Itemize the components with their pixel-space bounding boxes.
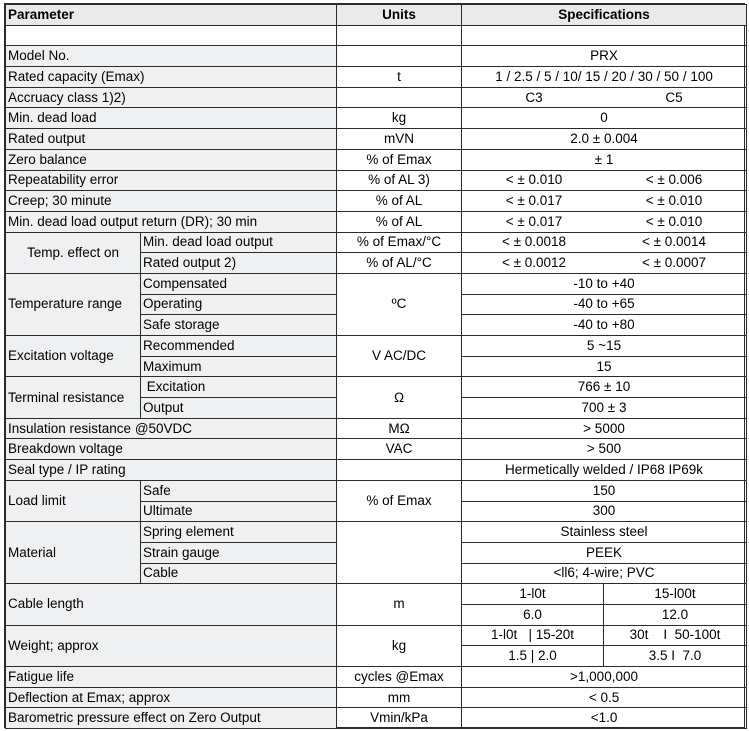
specification-sheet	[4, 3, 745, 728]
row-units	[337, 460, 462, 481]
row-units: kg	[337, 625, 462, 666]
row-units	[337, 522, 462, 584]
row-label: Insulation resistance @50VDC	[6, 418, 337, 439]
row-spec: >1,000,000	[462, 667, 747, 688]
table-row	[6, 687, 747, 708]
sub-label: Rated output 2)	[141, 253, 337, 274]
group-label: Excitation voltage	[6, 336, 141, 377]
row-units: % of AL/°C	[337, 253, 462, 274]
spec-table	[5, 4, 747, 729]
row-spec: > 500	[462, 439, 747, 460]
sub-label: Maximum	[141, 356, 337, 377]
row-units: cycles @Emax	[337, 667, 462, 688]
row-spec: 5 ~15	[462, 336, 747, 357]
row-spec: -10 to +40	[462, 273, 747, 294]
row-spec: PEEK	[462, 542, 747, 563]
table-row	[6, 87, 747, 108]
row-spec	[462, 232, 747, 253]
table-row	[6, 232, 747, 253]
row-units: % of AL	[337, 191, 462, 212]
row-units: mm	[337, 687, 462, 708]
sub-label: Ultimate	[141, 501, 337, 522]
sub-label: Output	[141, 398, 337, 419]
header-specifications: Specifications	[462, 5, 747, 26]
sub-label: Min. dead load output	[141, 232, 337, 253]
row-units: % of Emax/°C	[337, 232, 462, 253]
weight-head-1: 1-l0t | 15-20t	[462, 625, 604, 646]
row-label: Seal type / IP rating	[6, 460, 337, 481]
spec-c5: < ± 0.0014	[641, 234, 707, 250]
row-label: Cable length	[6, 584, 337, 625]
row-units: VAC	[337, 439, 462, 460]
table-row	[6, 46, 747, 67]
row-label: Weight; approx	[6, 625, 337, 666]
table-row	[6, 377, 747, 398]
row-units: m	[337, 584, 462, 625]
sub-label: Excitation	[141, 377, 337, 398]
row-spec	[462, 170, 747, 191]
row-label: Breakdown voltage	[6, 439, 337, 460]
row-units: MΩ	[337, 418, 462, 439]
header-parameter: Parameter	[6, 5, 337, 26]
group-label: Temperature range	[6, 273, 141, 335]
header-row	[6, 5, 747, 26]
row-label: Rated output	[6, 129, 337, 150]
sub-label: Strain gauge	[141, 542, 337, 563]
cable-head-2: 15-l00t	[604, 584, 747, 605]
row-label: Zero balance	[6, 149, 337, 170]
table-row	[6, 418, 747, 439]
row-units: mVN	[337, 129, 462, 150]
row-units: ºC	[337, 273, 462, 335]
row-spec: PRX	[462, 46, 747, 67]
spec-c5: C5	[665, 89, 683, 105]
row-units: % of AL 3)	[337, 170, 462, 191]
row-spec: -40 to +65	[462, 294, 747, 315]
spacer-cell	[462, 25, 747, 46]
row-units: Ω	[337, 377, 462, 418]
row-spec: < 0.5	[462, 687, 747, 708]
row-spec: Hermetically welded / IP68 IP69k	[462, 460, 747, 481]
row-spec	[462, 191, 747, 212]
row-spec: <1.0	[462, 708, 747, 729]
group-label: Temp. effect on	[6, 232, 141, 273]
table-row	[6, 522, 747, 543]
spec-c3: < ± 0.017	[505, 213, 563, 229]
cable-value-1: 6.0	[462, 604, 604, 625]
row-label: Model No.	[6, 46, 337, 67]
spacer-row	[6, 25, 747, 46]
table-row	[6, 667, 747, 688]
row-spec: 300	[462, 501, 747, 522]
group-label: Material	[6, 522, 141, 584]
spec-c3: < ± 0.017	[505, 193, 563, 209]
row-spec: > 5000	[462, 418, 747, 439]
sub-label: Compensated	[141, 273, 337, 294]
row-spec: 150	[462, 480, 747, 501]
spec-c3: C3	[525, 89, 543, 105]
weight-value-1: 1.5 | 2.0	[462, 646, 604, 667]
row-label: Fatigue life	[6, 667, 337, 688]
row-units: % of AL	[337, 211, 462, 232]
table-row	[6, 460, 747, 481]
row-spec: ± 1	[462, 149, 747, 170]
row-label: Min. dead load output return (DR); 30 min	[6, 211, 337, 232]
spec-c5: < ± 0.006	[645, 172, 703, 188]
spec-c3: < ± 0.0012	[501, 255, 567, 271]
row-label: Rated capacity (Emax)	[6, 67, 337, 88]
row-label: Creep; 30 minute	[6, 191, 337, 212]
row-units: V AC/DC	[337, 336, 462, 377]
spec-c5: < ± 0.010	[645, 213, 703, 229]
sub-label: Spring element	[141, 522, 337, 543]
row-spec: -40 to +80	[462, 315, 747, 336]
row-units: % of Emax	[337, 149, 462, 170]
row-spec	[462, 87, 747, 108]
row-spec	[462, 211, 747, 232]
cable-head-1: 1-l0t	[462, 584, 604, 605]
row-label: Accruacy class 1)2)	[6, 87, 337, 108]
spec-c3: < ± 0.010	[505, 172, 563, 188]
row-spec: 1 / 2.5 / 5 / 10/ 15 / 20 / 30 / 50 / 100	[462, 67, 747, 88]
sub-label: Safe storage	[141, 315, 337, 336]
table-row	[6, 149, 747, 170]
sub-label: Operating	[141, 294, 337, 315]
row-spec: 15	[462, 356, 747, 377]
group-label: Terminal resistance	[6, 377, 141, 418]
spacer-cell	[6, 25, 337, 46]
table-row	[6, 211, 747, 232]
table-row	[6, 584, 747, 605]
row-spec: <ll6; 4-wire; PVC	[462, 563, 747, 584]
spacer-cell	[337, 25, 462, 46]
sub-label: Recommended	[141, 336, 337, 357]
row-spec	[462, 253, 747, 274]
spec-c3: < ± 0.0018	[501, 234, 567, 250]
row-units	[337, 87, 462, 108]
table-row	[6, 273, 747, 294]
weight-value-2: 3.5 I 7.0	[604, 646, 747, 667]
table-row	[6, 108, 747, 129]
table-row	[6, 129, 747, 150]
table-row	[6, 439, 747, 460]
row-label: Barometric pressure effect on Zero Output	[6, 708, 337, 729]
table-row	[6, 67, 747, 88]
table-row	[6, 336, 747, 357]
row-units: t	[337, 67, 462, 88]
group-label: Load limit	[6, 480, 141, 521]
sub-label: Cable	[141, 563, 337, 584]
spec-c5: < ± 0.0007	[641, 255, 707, 271]
row-spec: 700 ± 3	[462, 398, 747, 419]
row-label: Repeatability error	[6, 170, 337, 191]
row-units	[337, 46, 462, 67]
row-units: Vmin/kPa	[337, 708, 462, 729]
table-row	[6, 480, 747, 501]
row-label: Min. dead load	[6, 108, 337, 129]
row-spec: 0	[462, 108, 747, 129]
sub-label: Safe	[141, 480, 337, 501]
spec-c5: < ± 0.010	[645, 193, 703, 209]
row-units: % of Emax	[337, 480, 462, 521]
row-units: kg	[337, 108, 462, 129]
table-row	[6, 170, 747, 191]
row-spec: 2.0 ± 0.004	[462, 129, 747, 150]
table-row	[6, 191, 747, 212]
cable-value-2: 12.0	[604, 604, 747, 625]
weight-head-2: 30t I 50-100t	[604, 625, 747, 646]
row-spec: 766 ± 10	[462, 377, 747, 398]
table-row	[6, 708, 747, 729]
header-units: Units	[337, 5, 462, 26]
table-row	[6, 625, 747, 646]
row-spec: Stainless steel	[462, 522, 747, 543]
row-label: Deflection at Emax; approx	[6, 687, 337, 708]
